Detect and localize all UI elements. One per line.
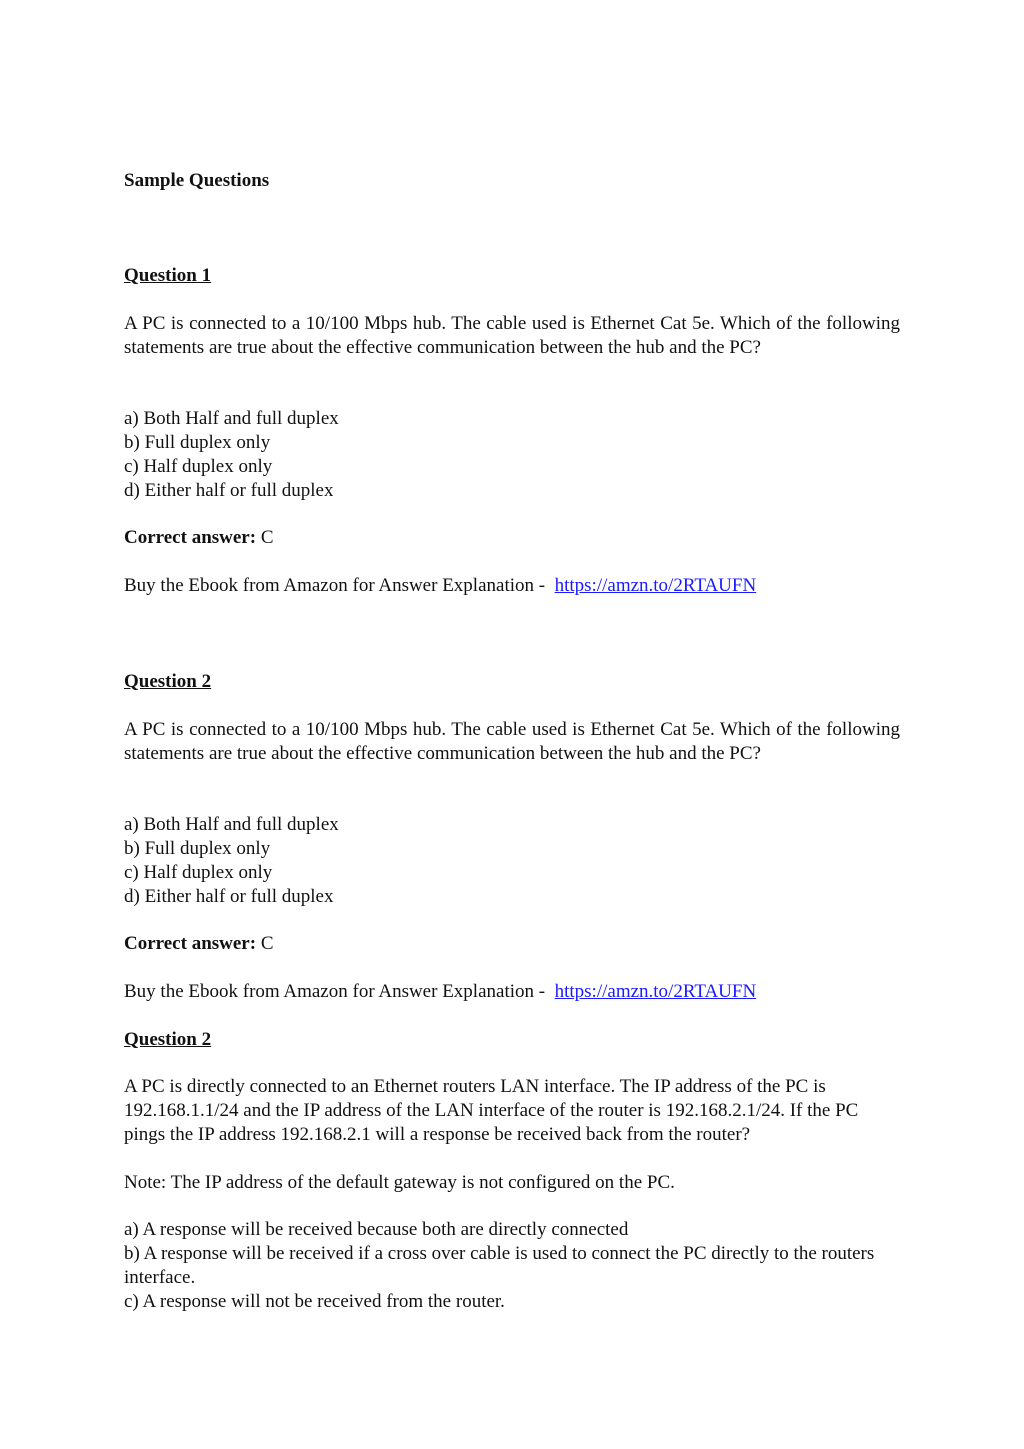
question-1-option-b: b) Full duplex only bbox=[124, 432, 271, 453]
question-2-option-b: b) Full duplex only bbox=[124, 838, 271, 859]
question-2-options bbox=[124, 813, 900, 909]
question-3-text: A PC is directly connected to an Ethernet routers LAN interface. The IP address of the PC is 192.168.1.1/24 and the IP address of the LAN interface of the router is 192.168.2.1/24. If the PC pings the IP address 192.168.2.1 will a response be received back from the router? bbox=[124, 1076, 859, 1145]
question-2-answer-value: C bbox=[256, 933, 274, 954]
question-2-heading: Question 2 bbox=[124, 671, 212, 692]
question-1-answer-value: C bbox=[256, 527, 274, 548]
question-1-buy-line bbox=[124, 574, 900, 598]
question-3-option-b: b) A response will be received if a cross over cable is used to connect the PC directly to the routers interface. bbox=[124, 1243, 875, 1288]
question-1-answer bbox=[124, 526, 900, 550]
question-3-option-a: a) A response will be received because both are directly connected bbox=[124, 1219, 629, 1240]
question-3-option-c: c) A response will not be received from the router. bbox=[124, 1291, 505, 1312]
question-2-option-c: c) Half duplex only bbox=[124, 862, 273, 883]
question-1-option-d: d) Either half or full duplex bbox=[124, 480, 334, 501]
question-1-options bbox=[124, 407, 900, 503]
question-1-amazon-link[interactable]: https://amzn.to/2RTAUFN bbox=[554, 575, 757, 596]
question-2-option-a: a) Both Half and full duplex bbox=[124, 814, 339, 835]
question-1-option-c: c) Half duplex only bbox=[124, 456, 273, 477]
question-2-text: A PC is connected to a 10/100 Mbps hub. The cable used is Ethernet Cat 5e. Which of the following statements are true about the effective communication between the hub and the PC? bbox=[124, 719, 900, 764]
question-2-amazon-link[interactable]: https://amzn.to/2RTAUFN bbox=[554, 981, 757, 1002]
question-1-heading: Question 1 bbox=[124, 265, 212, 286]
question-1-answer-label: Correct answer: bbox=[124, 527, 257, 548]
question-3-options bbox=[124, 1218, 894, 1314]
question-2-buy-text: Buy the Ebook from Amazon for Answer Explanation - bbox=[124, 981, 550, 1002]
question-1-option-a: a) Both Half and full duplex bbox=[124, 408, 339, 429]
question-3-note: Note: The IP address of the default gateway is not configured on the PC. bbox=[124, 1172, 675, 1193]
question-2-answer bbox=[124, 932, 900, 956]
question-2-answer-label: Correct answer: bbox=[124, 933, 257, 954]
question-1-text: A PC is connected to a 10/100 Mbps hub. The cable used is Ethernet Cat 5e. Which of the following statements are true about the effective communication between the hub and the PC? bbox=[124, 313, 900, 358]
question-1-buy-text: Buy the Ebook from Amazon for Answer Explanation - bbox=[124, 575, 550, 596]
question-2-option-d: d) Either half or full duplex bbox=[124, 886, 334, 907]
question-3-heading: Question 2 bbox=[124, 1029, 212, 1050]
page-title: Sample Questions bbox=[124, 170, 270, 191]
question-2-buy-line bbox=[124, 980, 900, 1004]
